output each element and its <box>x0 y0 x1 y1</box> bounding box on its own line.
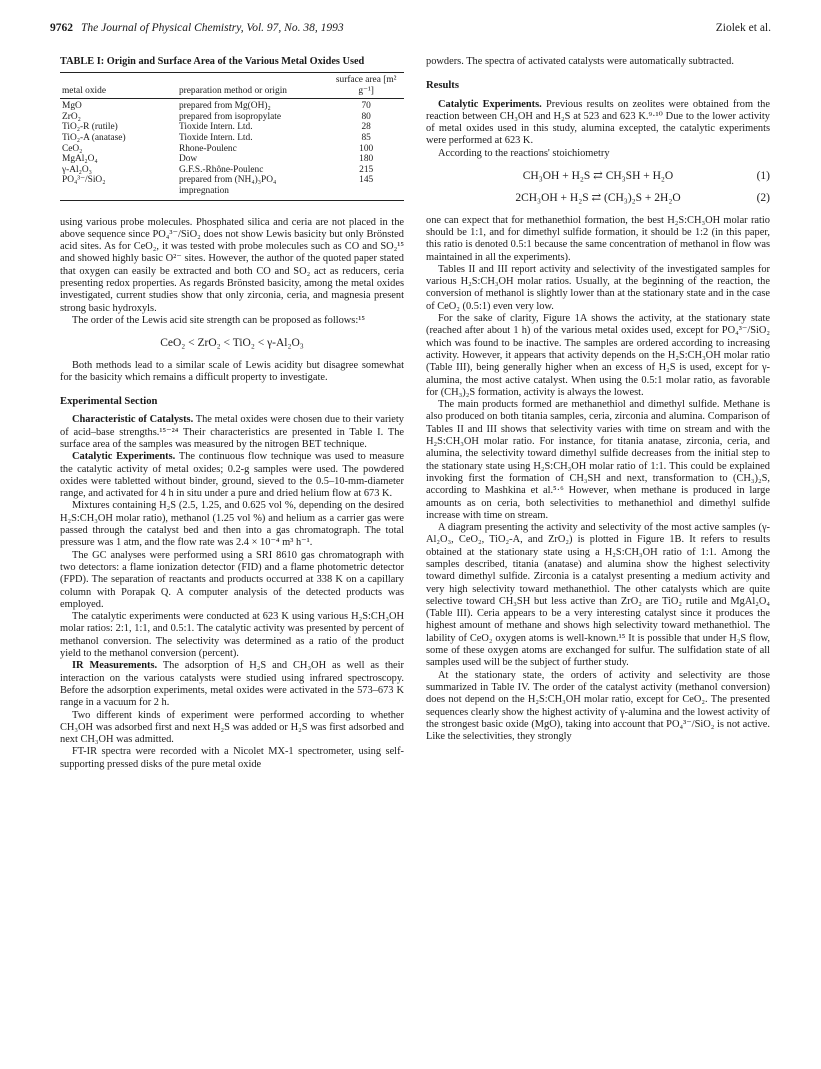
body-paragraph: A diagram presenting the activity and selectivity of the most active samples (γ-Al₂O₃, CeO₂, TiO₂-A, and ZrO₂) is plotted in Figure 1B. It refers to results obtained at the stationary state using a H₂S:CH₃OH ratio of 1:1. Among the samples described, titania (anatase) and alumina show the highest selectivity toward dimethyl sulfide. Zirconia is a catalyst presenting a medium activity and very high selectivity toward methanethiol. The other catalysts which are quite selective toward CH₃SH but less active than ZrO₂ are TiO₂ rutile and MgAl₂O₄ (Table III). Ceria appears to be a very interesting catalyst since it produces the highest amount of methane and shows high selectivity toward methanethiol. The lability of CeO₂ oxygen atoms is well-known.¹⁵ It is possible that under H₂S flow, some of these oxygen atoms are exchanged for sulfur. The sulfidation state of all samples used will be the subject of further study. <box>426 522 770 669</box>
table-cell: 28 <box>361 122 371 133</box>
body-paragraph: The main products formed are methanethiol and dimethyl sulfide. Methane is also produced on both titania samples, ceria, zirconia and alumina. Comparison of Tables II and III shows that selectivity varies with time on stream and with the H₂S:CH₃OH molar ratio. For instance, for titania anatase, zirconia, ceria, and alumina, the selectivity toward dimethyl sulfide decreases from the initial step to the stationary state using H₂S:CH₃OH molar ratio of 1:1. This could be explained invoking first the formation of CH₃SH and next, transformation to (CH₃)₂S, according to Mashkina et al.⁵·⁶ However, when methane is produced in large amounts as on ceria, both selectivities to methanethiol and dimethyl sulfide increase with time on stream. <box>426 399 770 521</box>
run-in-heading: Catalytic Experiments. <box>438 98 542 110</box>
table-cell: TiO₂-A (anatase) <box>62 132 126 143</box>
table-cell: MgO <box>62 101 82 112</box>
table-cell: 85 <box>361 132 371 143</box>
run-in-heading: Catalytic Experiments. <box>72 451 176 463</box>
table-cell: 80 <box>361 111 371 122</box>
body-text: The continuous flow technique was used to measure the catalytic activity of metal oxides; 0.2-g samples were used. The powdered oxides were tabletted without binder, ground, sieved to the 0.5–10-mm-diameter range, and activated for 4 h in situ under a pure and dried helium flow at 673 K. <box>60 451 405 500</box>
table-cell: MgAl₂O₄ <box>62 154 98 165</box>
table-row <box>60 99 404 112</box>
table-row <box>60 133 404 144</box>
equation-1-body: CH₃OH + H₂S ⇄ CH₃SH + H₂O <box>522 170 674 183</box>
body-paragraph: using various probe molecules. Phosphated silica and ceria are not placed in the above sequence since PO₄³⁻/SiO₂ does not show Lewis basicity but only Brönsted acid sites. As for CeO₂, it was tested with probe molecules such as CO and SO₂¹⁵ and showed highly basic O²⁻ sites. However, the author of the quoted paper stated that oxygen can easily be extracted and both CO and SO₂ act as reducers, ceria presenting redox properties. As regards Brönsted basicity, among the metal oxides investigated, current studies show that only zirconia, ceria, and magnesia present strong basic hydroxyls. <box>60 216 404 314</box>
equation-1 <box>426 170 770 182</box>
table-row <box>60 154 404 165</box>
body-text: The metal oxides were chosen due to their variety of acid–base strengths.¹⁵⁻²⁴ Their characteristics are presented in Table I. The surface area of the samples was measured by the nitrogen BET technique. <box>60 414 404 450</box>
lewis-acidity-sequence: CeO₂ < ZrO₂ < TiO₂ < γ-Al₂O₃ <box>160 337 304 350</box>
table-cell: 215 <box>359 164 374 175</box>
running-authors: Ziolek et al. <box>715 22 771 34</box>
page-header <box>50 22 771 40</box>
table-cell: Rhone-Poulenc <box>178 143 237 154</box>
table-cell: 180 <box>359 154 374 165</box>
body-paragraph: powders. The spectra of activated catalysts were automatically subtracted. <box>426 56 734 67</box>
table-cell: prepared from (NH₄)₃PO₄ impregnation <box>177 175 328 200</box>
body-paragraph: According to the reactions' stoichiometry <box>438 147 610 159</box>
table-cell: ZrO₂ <box>62 111 81 122</box>
body-paragraph: At the stationary state, the orders of activity and selectivity are those summarized in Table IV. The order of the catalyst activity (methanol conversion) does not depend on the H₂S:CH₃OH molar ratio, except for CeO₂. The presented sequences clearly show the highest activity of γ-alumina and the lowest activity of the strongest basic oxide (MgO), taking into account that PO₄³⁻/SiO₂ is not active. Like the selectivities, they strongly <box>426 669 770 743</box>
run-in-heading: Characteristic of Catalysts. <box>72 414 194 426</box>
table-row <box>60 122 404 133</box>
table-cell: Tioxide Intern. Ltd. <box>178 132 253 143</box>
table-cell: prepared from isopropylate <box>178 111 281 122</box>
right-column <box>426 56 770 743</box>
page-number: 9762 <box>50 22 73 34</box>
table-cell: G.F.S.-Rhône-Poulenc <box>178 164 264 175</box>
table1 <box>60 72 404 201</box>
left-column <box>60 56 404 771</box>
body-text: Previous results on zeolites were obtained from the reaction between CH₃OH and H₂S at 523 and 623 K.⁹·¹⁰ Due to the lower activity of metal oxides used in this study, alumina excepted, the catalytic experiments were performed at 623 K. <box>426 98 770 147</box>
table1-header-oxide: metal oxide <box>60 73 177 99</box>
table-cell: prepared from Mg(OH)₂ <box>178 101 271 112</box>
table-row <box>60 175 404 200</box>
body-paragraph: one can expect that for methanethiol formation, the best H₂S:CH₃OH molar ratio should be 1:1, and for dimethyl sulfide formation, it should be 1:2 (in this paper, this ratio is denoted 0.5:1 because the same concentration of methanol in flow was maintained in all the experiments). <box>426 214 770 263</box>
body-paragraph: The catalytic experiments were conducted at 623 K using various H₂S:CH₃OH molar ratios: 2:1, 1:1, and 0.5:1. The catalytic activity was presented by percent of methanol conversion. The selectivity was determined as a ratio of the product yield to the methanol conversion (percent). <box>60 611 404 660</box>
body-paragraph: Tables II and III report activity and selectivity of the investigated samples for various H₂S:CH₃OH molar ratios. Usually, at the beginning of the reaction, the conversion of methanol is slightly lower than at the stationary state and in the case of CeO₂ (0.5:1) even very low. <box>426 263 770 312</box>
equation-1-number: (1) <box>756 170 770 183</box>
body-paragraph: The order of the Lewis acid site strength can be proposed as follows:¹⁵ <box>72 314 365 326</box>
equation-2-body: 2CH₃OH + H₂S ⇄ (CH₃)₂S + 2H₂O <box>515 192 681 205</box>
table1-caption: TABLE I: Origin and Surface Area of the Various Metal Oxides Used <box>60 56 365 67</box>
body-paragraph: The GC analyses were performed using a SRI 8610 gas chromatograph with two detectors: a flame ionization detector (FID) and a flame photometric detector (FPD). The separation of reactants and products occurred at 338 K on a capillary column with Porapak Q. A computer analysis of the detected products was employed. <box>60 549 404 610</box>
table-cell: CeO₂ <box>62 143 83 154</box>
table-cell: γ-Al₂O₃ <box>62 164 92 175</box>
table-row <box>60 112 404 123</box>
section-heading-experimental: Experimental Section <box>60 396 158 408</box>
journal-citation: The Journal of Physical Chemistry, Vol. 97, No. 38, 1993 <box>81 22 344 34</box>
table-cell: Tioxide Intern. Ltd. <box>178 122 253 133</box>
equation-2-number: (2) <box>756 192 770 205</box>
table-cell: 145 <box>328 175 404 200</box>
table1-header-row <box>60 73 404 99</box>
table-cell: 70 <box>361 101 371 112</box>
table1-header-method: preparation method or origin <box>177 73 328 99</box>
table-cell: Dow <box>178 154 198 165</box>
body-paragraph: For the sake of clarity, Figure 1A shows the activity, at the stationary state (reached after about 1 h) of the various metal oxides used, except for PO₄³⁻/SiO₂ which was found to be inactive. The samples are ordered according to increasing activity. However, it appears that activity depends on the H₂S:CH₃OH molar ratio (Table III), being generally higher when an excess of H₂S is used, except for γ-alumina, the most active catalyst. When using the 0.5:1 molar ratio, as favorable for (CH₃)₂S formation, activity is always the lowest. <box>426 313 770 398</box>
body-paragraph: Two different kinds of experiment were performed according to whether CH₃OH was adsorbed first and next H₂S was added or H₂S was first adsorbed and next CH₃OH was admitted. <box>60 709 404 746</box>
equation-2 <box>426 192 770 204</box>
table-cell: 100 <box>359 143 374 154</box>
run-in-heading: IR Measurements. <box>72 660 158 672</box>
table-row <box>60 144 404 155</box>
table-cell: TiO₂-R (rutile) <box>62 122 118 133</box>
section-heading-results: Results <box>426 80 459 92</box>
body-paragraph: Both methods lead to a similar scale of Lewis acidity but disagree somewhat for the basicity which remains a difficult property to investigate. <box>60 359 404 383</box>
table1-header-area: surface area [m² g⁻¹] <box>328 73 404 99</box>
table-cell: PO₄³⁻/SiO₂ <box>60 175 177 200</box>
body-paragraph: Mixtures containing H₂S (2.5, 1.25, and 0.625 vol %, depending on the desired H₂S:CH₃OH molar ratio), methanol (1.25 vol %) and helium as a carrier gas were passed through the catalyst bed and then into a gas chromatograph. The total pressure was 1 atm, and the flow rate was 2.4 × 10⁻⁴ m³ h⁻¹. <box>60 500 404 549</box>
table-row <box>60 165 404 176</box>
body-paragraph: FT-IR spectra were recorded with a Nicolet MX-1 spectrometer, using self-supporting pressed disks of the pure metal oxide <box>60 746 404 770</box>
body-text: The adsorption of H₂S and CH₃OH as well as their interaction on the various catalysts were studied using infrared spectroscopy. Before the adsorption experiments, metal oxides were activated in the 573–673 K range in a vacuum for 2 h. <box>60 660 404 709</box>
